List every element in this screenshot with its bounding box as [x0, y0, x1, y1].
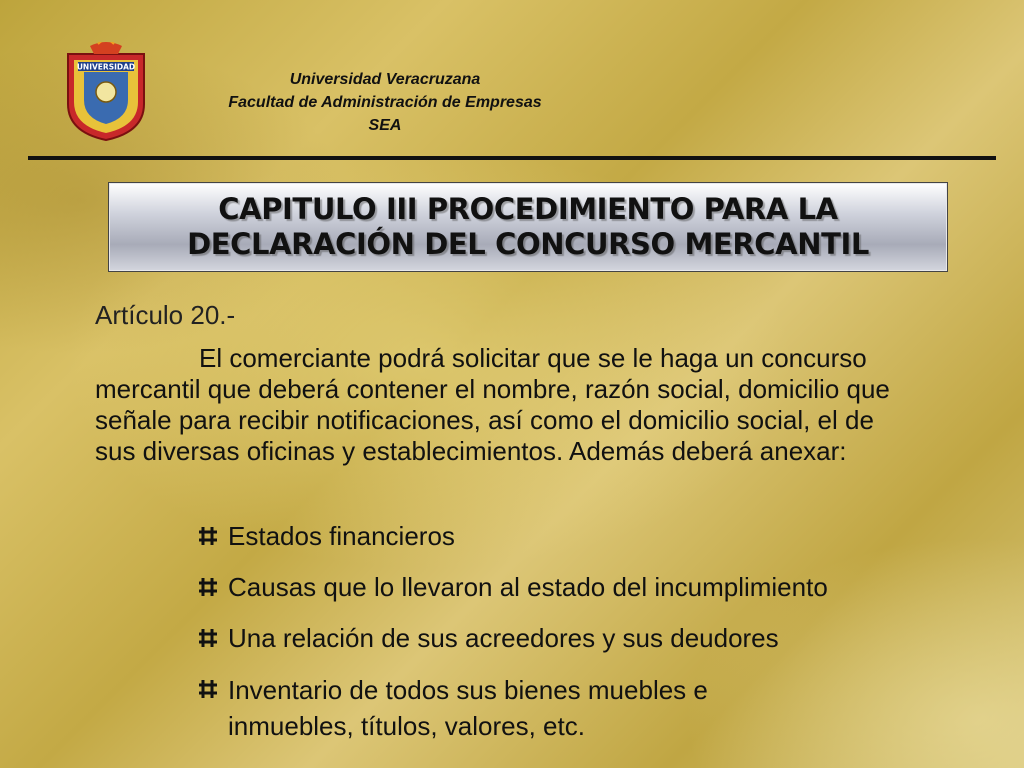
list-item: [198, 621, 988, 655]
chapter-title: [187, 192, 869, 262]
university-name: Universidad Veracruzana: [289, 71, 481, 88]
faculty-name: Facultad de Administración de Empresas: [228, 94, 542, 111]
list-item: [198, 570, 988, 604]
article-body: [95, 343, 915, 467]
chapter-title-box: [108, 182, 948, 272]
bullet-text: Causas que lo llevaron al estado del incumplimiento: [228, 572, 828, 602]
svg-text:UNIVERSIDAD: UNIVERSIDAD: [76, 62, 136, 72]
hash-bullet-icon: [198, 628, 218, 648]
bullet-text: Inventario de todos sus bienes muebles e inmuebles, títulos, valores, etc.: [228, 675, 708, 741]
article-label: Artículo 20.-: [95, 300, 236, 330]
system-name: SEA: [368, 117, 402, 134]
university-seal-icon: [60, 42, 152, 142]
institution-header: [175, 68, 595, 137]
chapter-title-line-2: DECLARACIÓN DEL CONCURSO MERCANTIL: [187, 227, 869, 261]
article-body-text: El comerciante podrá solicitar que se le haga un concurso mercantil que deberá contener el nombre, razón social, domicilio que señale para recibir notificaciones, así como el domicilio social, el de sus diversas oficinas y establecimientos. Además deberá anexar:: [95, 343, 890, 466]
bullet-text: Estados financieros: [228, 521, 455, 551]
list-item: [198, 672, 988, 744]
hash-bullet-icon: [198, 577, 218, 597]
list-item: [198, 519, 988, 553]
hash-bullet-icon: [198, 526, 218, 546]
bullet-list: [198, 519, 988, 761]
header-divider: [28, 156, 996, 160]
chapter-title-line-1: CAPITULO III PROCEDIMIENTO PARA LA: [218, 192, 838, 226]
bullet-text: Una relación de sus acreedores y sus deudores: [228, 623, 779, 653]
hash-bullet-icon: [198, 679, 218, 699]
